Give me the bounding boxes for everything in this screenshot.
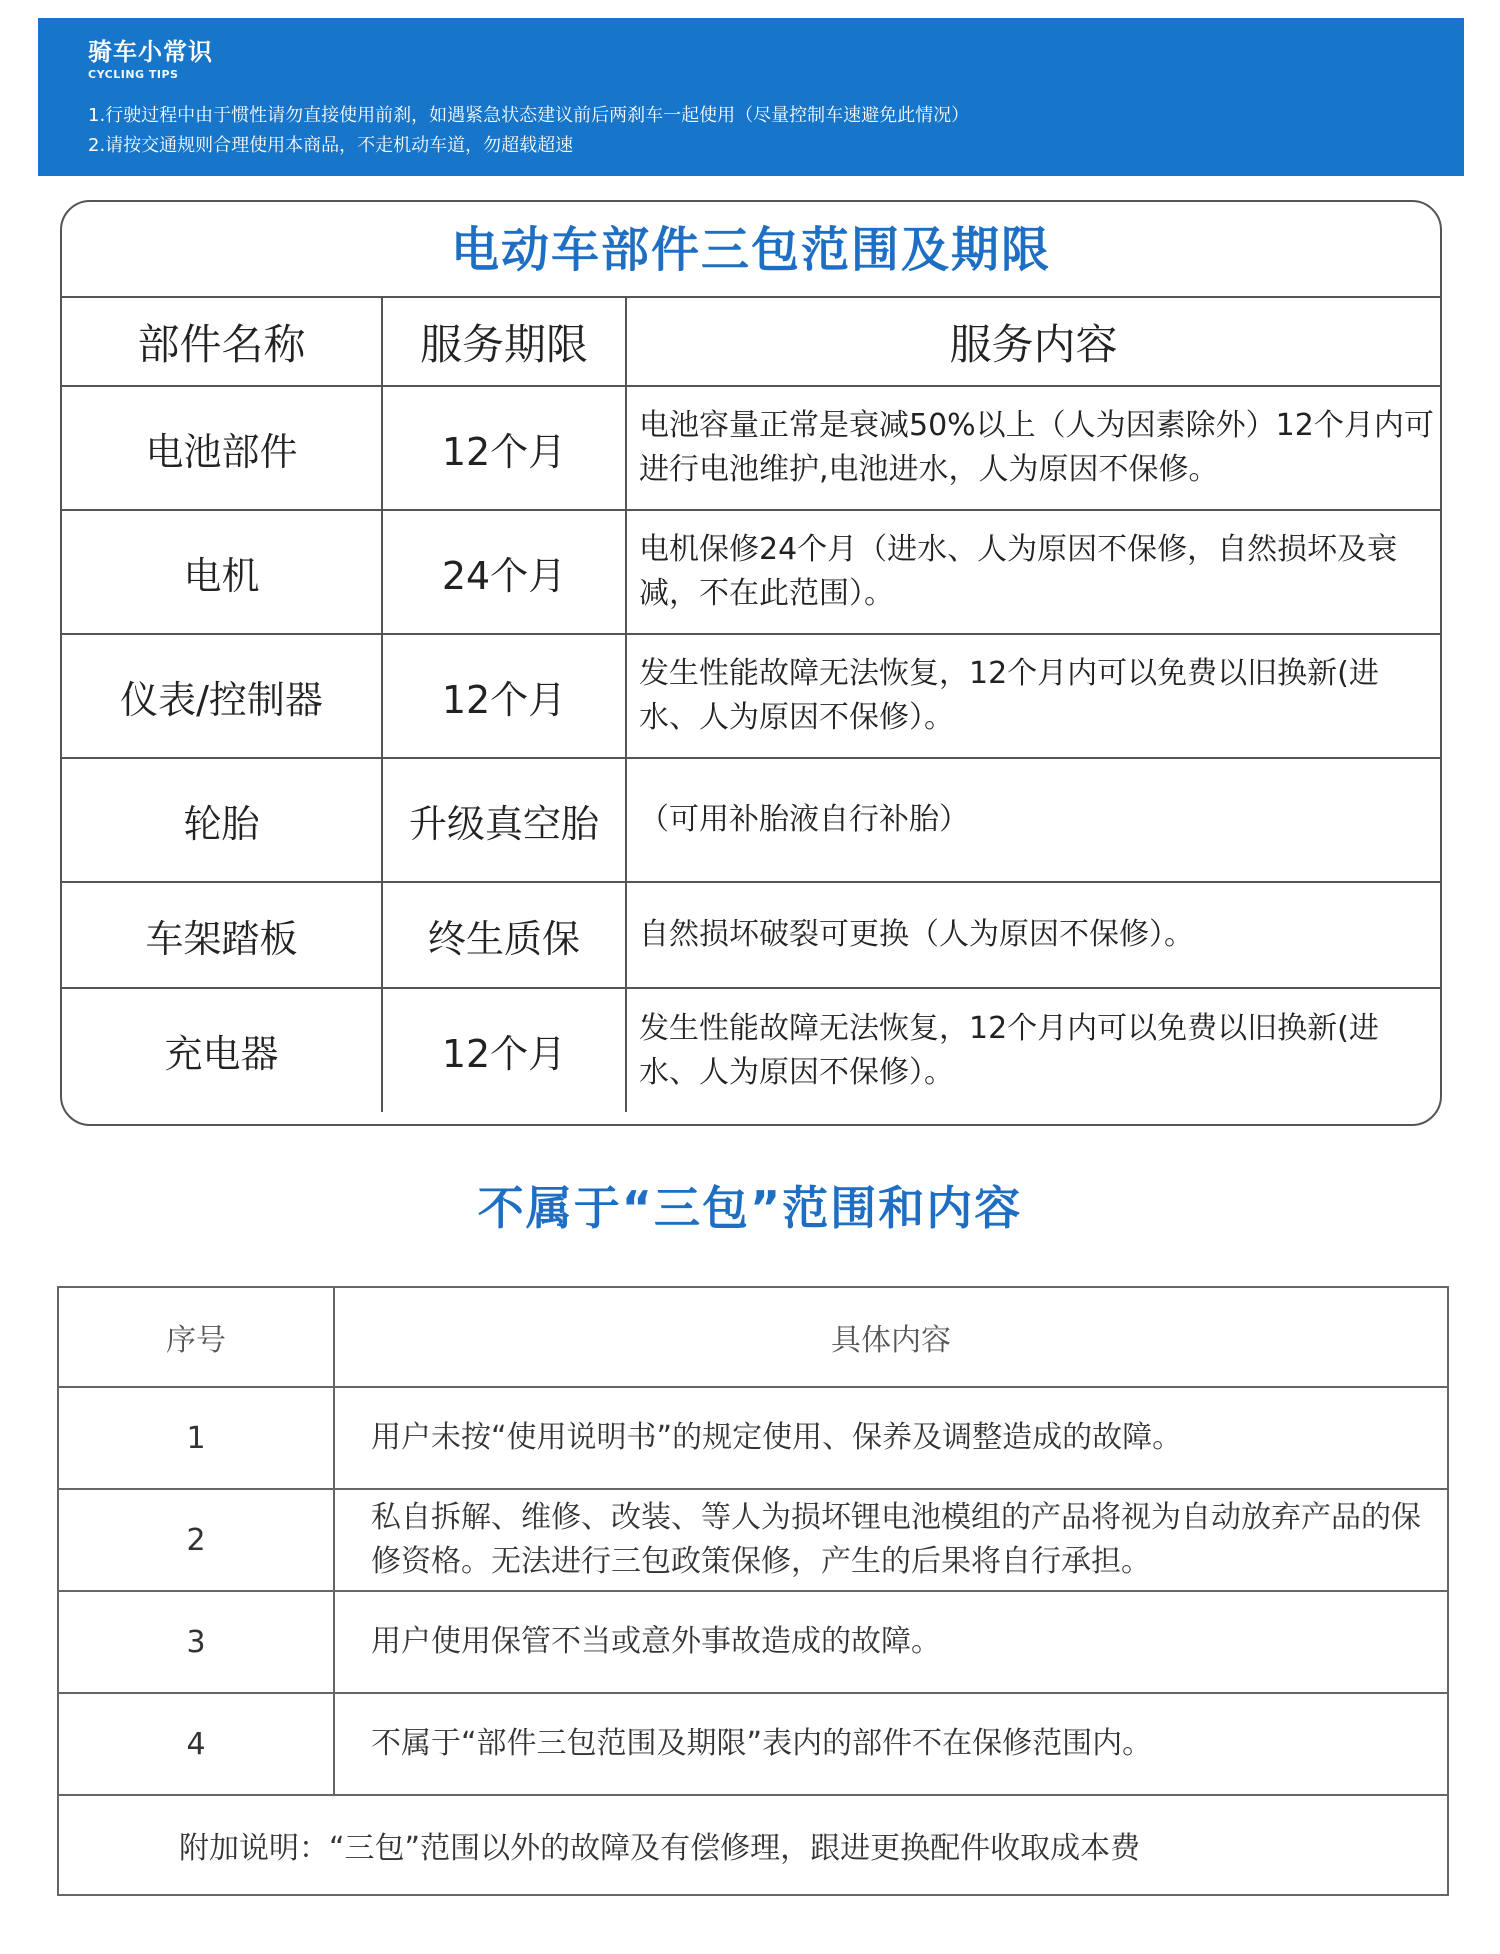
table-row xyxy=(58,1591,1448,1693)
row-number: 2 xyxy=(58,1489,334,1591)
service-period: 12个月 xyxy=(382,988,626,1112)
table-row xyxy=(62,510,1440,634)
service-content: 发生性能故障无法恢复，12个月内可以免费以旧换新(进水、人为原因不保修）。 xyxy=(639,1010,1379,1090)
service-period: 12个月 xyxy=(382,634,626,758)
part-name: 电池部件 xyxy=(62,386,382,510)
service-content: （可用补胎液自行补胎） xyxy=(626,758,1440,882)
banner-subtitle: CYCLING TIPS xyxy=(88,68,179,81)
row-content: 不属于“部件三包范围及期限”表内的部件不在保修范围内。 xyxy=(334,1693,1448,1795)
table-row xyxy=(58,1693,1448,1795)
banner-title: 骑车小常识 xyxy=(88,38,213,66)
row-content: 用户使用保管不当或意外事故造成的故障。 xyxy=(334,1591,1448,1693)
header-cell: 部件名称 xyxy=(62,298,382,386)
service-content: 电机保修24个月（进水、人为原因不保修，自然损坏及衰减，不在此范围）。 xyxy=(626,510,1440,634)
service-content: 自然损坏破裂可更换（人为原因不保修）。 xyxy=(626,882,1440,988)
footnote: 附加说明：“三包”范围以外的故障及有偿修理，跟进更换配件收取成本费 xyxy=(58,1795,1448,1895)
row-number: 1 xyxy=(58,1387,334,1489)
header-cell: 服务期限 xyxy=(382,298,626,386)
table-row xyxy=(62,386,1440,510)
cycling-tips-banner xyxy=(38,18,1464,176)
part-name: 充电器 xyxy=(62,988,382,1112)
table-row xyxy=(58,1387,1448,1489)
table-row xyxy=(62,634,1440,758)
header-cell: 序号 xyxy=(58,1287,334,1387)
table-row xyxy=(62,882,1440,988)
service-period: 终生质保 xyxy=(382,882,626,988)
banner-tip: 2.请按交通规则合理使用本商品，不走机动车道，勿超载超速 xyxy=(88,135,574,156)
header-cell: 服务内容 xyxy=(626,298,1440,386)
row-number: 4 xyxy=(58,1693,334,1795)
exclusion-title: 不属于“三包”范围和内容 xyxy=(477,1181,1023,1235)
table-row xyxy=(62,758,1440,882)
row-number: 3 xyxy=(58,1591,334,1693)
warranty-table-title: 电动车部件三包范围及期限 xyxy=(62,202,1440,298)
row-content: 用户未按“使用说明书”的规定使用、保养及调整造成的故障。 xyxy=(334,1387,1448,1489)
exclusion-table xyxy=(57,1286,1449,1896)
part-name: 车架踏板 xyxy=(62,882,382,988)
warranty-header-row xyxy=(62,298,1440,386)
warranty-table-grid xyxy=(62,298,1440,1112)
row-content: 私自拆解、维修、改装、等人为损坏锂电池模组的产品将视为自动放弃产品的保修资格。无法进行三包政策保修，产生的后果将自行承担。 xyxy=(334,1489,1448,1591)
service-period: 升级真空胎 xyxy=(382,758,626,882)
exclusion-header-row xyxy=(58,1287,1448,1387)
table-row xyxy=(58,1489,1448,1591)
service-content: 电池容量正常是衰减50%以上（人为因素除外）12个月内可进行电池维护,电池进水，人为原因不保修。 xyxy=(626,386,1440,510)
table-row xyxy=(62,988,1440,1112)
part-name: 仪表/控制器 xyxy=(62,634,382,758)
service-content: 发生性能故障无法恢复，12个月内可以免费以旧换新(进水、人为原因不保修）。 xyxy=(626,634,1440,758)
part-name: 电机 xyxy=(62,510,382,634)
banner-tips xyxy=(88,101,1464,161)
service-period: 24个月 xyxy=(382,510,626,634)
footnote-row xyxy=(58,1795,1448,1895)
part-name: 轮胎 xyxy=(62,758,382,882)
header-cell: 具体内容 xyxy=(334,1287,1448,1387)
service-period: 12个月 xyxy=(382,386,626,510)
warranty-table xyxy=(60,200,1442,1126)
banner-tip: 1.行驶过程中由于惯性请勿直接使用前刹，如遇紧急状态建议前后两刹车一起使用（尽量控制车速避免此情况） xyxy=(88,105,970,126)
